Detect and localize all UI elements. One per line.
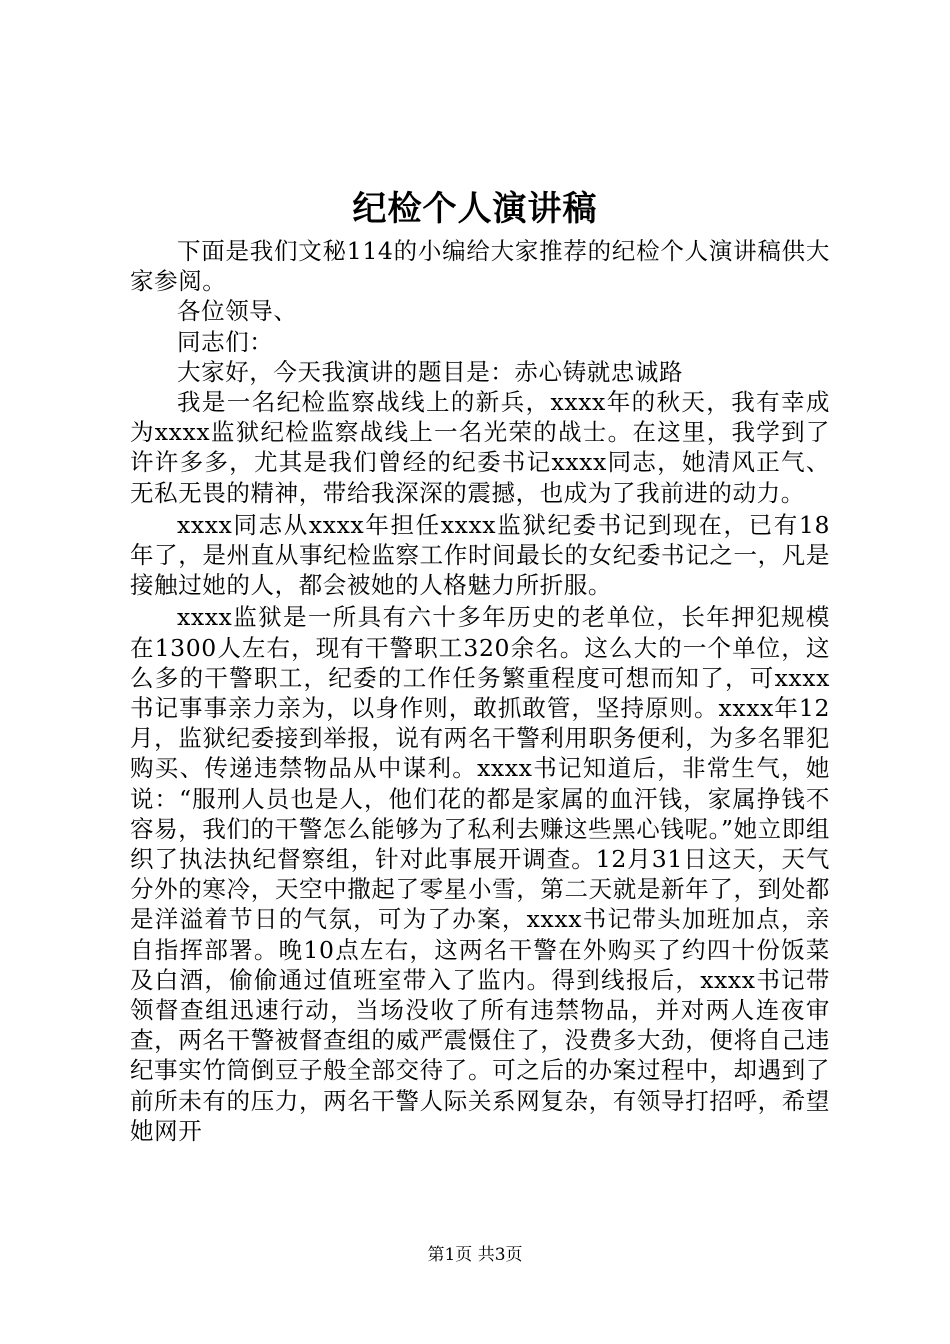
paragraph-intro: 下面是我们文秘114的小编给大家推荐的纪检个人演讲稿供大家参阅。: [130, 237, 830, 296]
document-title: 纪检个人演讲稿: [352, 189, 598, 229]
paragraph-salutation-leaders: 各位领导、: [177, 297, 298, 326]
paragraph-body: xxxx同志从xxxx年担任xxxx监狱纪委书记到现在，已有18年了，是州直从事纪检监察工作时间最长的女纪委书记之一，凡是接触过她的人，都会被她的人格魅力所折服。: [130, 510, 830, 600]
paragraph-salutation-comrades: 同志们：: [177, 327, 274, 356]
paragraph-topic: 大家好，今天我演讲的题目是：赤心铸就忠诚路: [177, 357, 684, 386]
paragraph-body: 我是一名纪检监察战线上的新兵，xxxx年的秋天，我有幸成为xxxx监狱纪检监察战线上一名光荣的战士。在这里，我学到了许许多多，尤其是我们曾经的纪委书记xxxx同志，她清风正气、无私无畏的精神，带给我深深的震撼，也成为了我前进的动力。: [130, 388, 830, 507]
document-body: [130, 236, 830, 1146]
page-footer: 第1页 共3页: [427, 1245, 523, 1265]
paragraph-body: xxxx监狱是一所具有六十多年历史的老单位，长年押犯规模在1300人左右，现有干警职工320余名。这么大的一个单位，这么多的干警职工，纪委的工作任务繁重程度可想而知了，可xxxx书记事事亲力亲为，以身作则，敢抓敢管，坚持原则。xxxx年12月，监狱纪委接到举报，说有两名干警利用职务便利，为多名罪犯购买、传递违禁物品从中谋利。xxxx书记知道后，非常生气，她说：“服刑人员也是人，他们花的都是家属的血汗钱，家属挣钱不容易，我们的干警怎么能够为了私利去赚这些黑心钱呢。”她立即组织了执法执纪督察组，针对此事展开调查。12月31日这天，天气分外的寒冷，天空中撒起了零星小雪，第二天就是新年了，到处都是洋溢着节日的气氛，可为了办案，xxxx书记带头加班加点，亲自指挥部署。晚10点左右，这两名干警在外购买了约四十份饭菜及白酒，偷偷通过值班室带入了监内。得到线报后，xxxx书记带领督查组迅速行动，当场没收了所有违禁物品，并对两人连夜审查，两名干警被督查组的威严震慑住了，没费多大劲，便将自己违纪事实竹筒倒豆子般全部交待了。可之后的办案过程中，却遇到了前所未有的压力，两名干警人际关系网复杂，有领导打招呼，希望她网开: [130, 603, 830, 1145]
